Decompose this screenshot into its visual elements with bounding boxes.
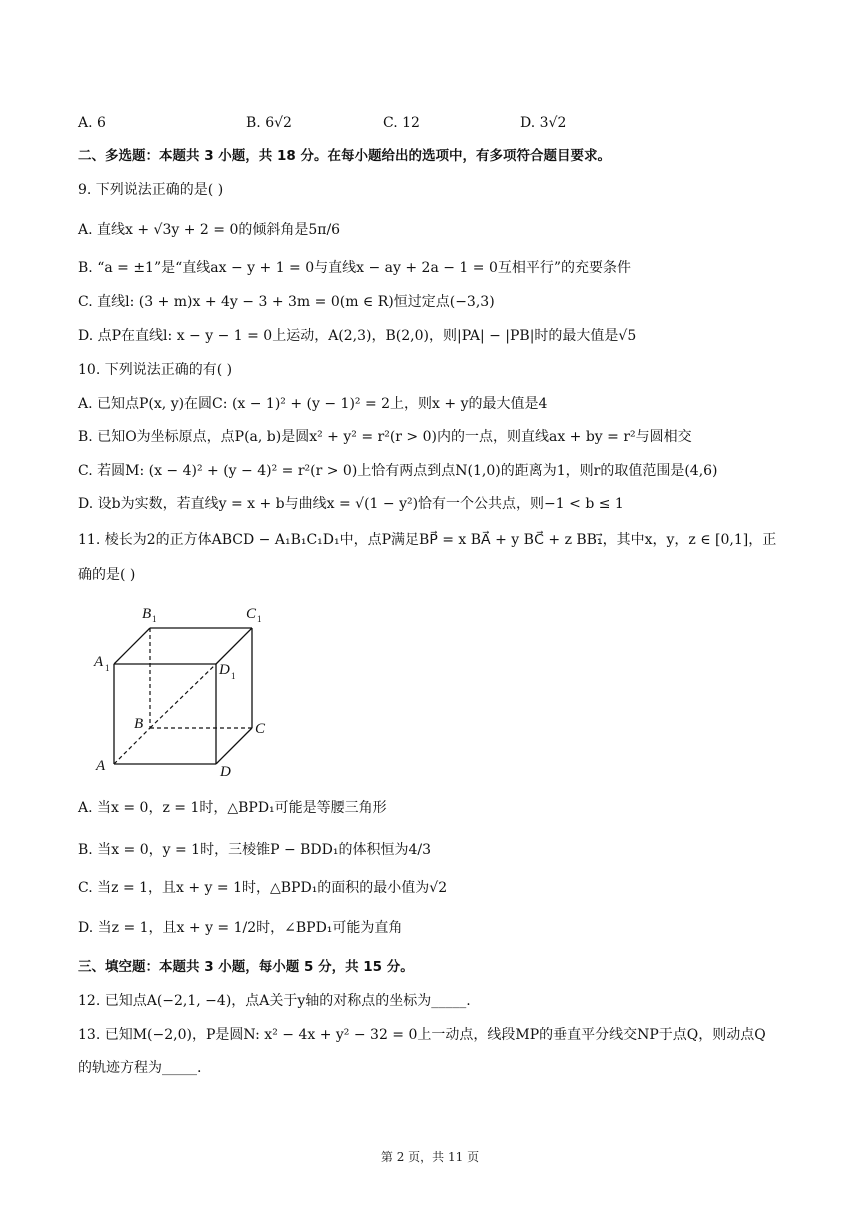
label-c1: C: [246, 606, 257, 622]
q10-option-b: B. 已知O为坐标原点，点P(a, b)是圆x² + y² = r²(r > 0)内的一点，则直线ax + by = r²与圆相交: [78, 429, 692, 445]
q8-option-d: D. 3√2: [520, 115, 567, 131]
q10-option-a: A. 已知点P(x, y)在圆C: (x − 1)² + (y − 1)² = 2上，则x + y的最大值是4: [78, 396, 548, 412]
label-b1: B: [142, 606, 152, 622]
q10-option-d: D. 设b为实数，若直线y = x + b与曲线x = √(1 − y²)恰有一个公共点，则−1 < b ≤ 1: [78, 496, 624, 512]
cube-figure: [92, 600, 282, 780]
label-c1-sub: 1: [257, 614, 262, 624]
q13-line2: 的轨迹方程为_____.: [78, 1060, 202, 1076]
q11-option-d: D. 当z = 1，且x + y = 1/2时，∠BPD₁可能为直角: [78, 920, 403, 936]
label-d1: D: [219, 662, 230, 678]
q11-option-b: B. 当x = 0，y = 1时，三棱锥P − BDD₁的体积恒为4/3: [78, 842, 432, 858]
q11-option-a: A. 当x = 0，z = 1时，△BPD₁可能是等腰三角形: [78, 800, 387, 816]
label-a: A: [96, 758, 106, 774]
q10-option-c: C. 若圆M: (x − 4)² + (y − 4)² = r²(r > 0)上恰有两点到点N(1,0)的距离为1，则r的取值范围是(4,6): [78, 463, 718, 479]
q9-option-a: A. 直线x + √3y + 2 = 0的倾斜角是5π/6: [78, 222, 341, 238]
q9-option-d: D. 点P在直线l: x − y − 1 = 0上运动，A(2,3)，B(2,0)，则|PA| − |PB|时的最大值是√5: [78, 328, 637, 344]
q11-stem-line1: 11. 棱长为2的正方体ABCD − A₁B₁C₁D₁中，点P满足BP⃗ = x BA⃗ + y BC⃗ + z BB₁⃗，其中x，y，z ∈ [0,1]，正: [78, 532, 777, 548]
q11-stem-line2: 确的是( ): [78, 567, 136, 583]
edge-d-c: [216, 728, 252, 764]
label-c: C: [255, 721, 266, 737]
page-footer: 第 2 页，共 11 页: [380, 1150, 480, 1164]
q13-line1: 13. 已知M(−2,0)，P是圆N: x² − 4x + y² − 32 = 0上一动点，线段MP的垂直平分线交NP于点Q，则动点Q: [78, 1027, 766, 1043]
q9-option-b: B. “a = ±1”是“直线ax − y + 1 = 0与直线x − ay + 2a − 1 = 0互相平行”的充要条件: [78, 260, 632, 276]
q12-text: 12. 已知点A(−2,1, −4)，点A关于y轴的对称点的坐标为_____.: [78, 993, 471, 1009]
q8-option-c: C. 12: [383, 115, 420, 131]
hidden-diagonal-b-d1: [150, 664, 216, 728]
q8-option-b: B. 6√2: [246, 115, 292, 131]
label-d: D: [220, 764, 231, 780]
label-b: B: [134, 716, 144, 732]
label-b1-sub: 1: [152, 614, 157, 624]
section-fill-in-heading: 三、填空题：本题共 3 小题，每小题 5 分，共 15 分。: [78, 959, 414, 975]
q11-option-c: C. 当z = 1，且x + y = 1时，△BPD₁的面积的最小值为√2: [78, 880, 448, 896]
q10-stem: 10. 下列说法正确的有( ): [78, 362, 233, 378]
edge-a1-b1: [114, 628, 150, 664]
label-d1-sub: 1: [231, 671, 236, 681]
label-a1: A: [94, 654, 104, 670]
hidden-edge-a-b: [114, 728, 150, 764]
q9-stem: 9. 下列说法正确的是( ): [78, 182, 224, 198]
label-a1-sub: 1: [105, 663, 110, 673]
edge-d1-c1: [216, 628, 252, 664]
q9-option-c: C. 直线l: (3 + m)x + 4y − 3 + 3m = 0(m ∈ R)恒过定点(−3,3): [78, 294, 495, 310]
q8-option-a: A. 6: [78, 115, 106, 131]
section-multi-choice-heading: 二、多选题：本题共 3 小题，共 18 分。在每小题给出的选项中，有多项符合题目要求。: [78, 148, 611, 164]
